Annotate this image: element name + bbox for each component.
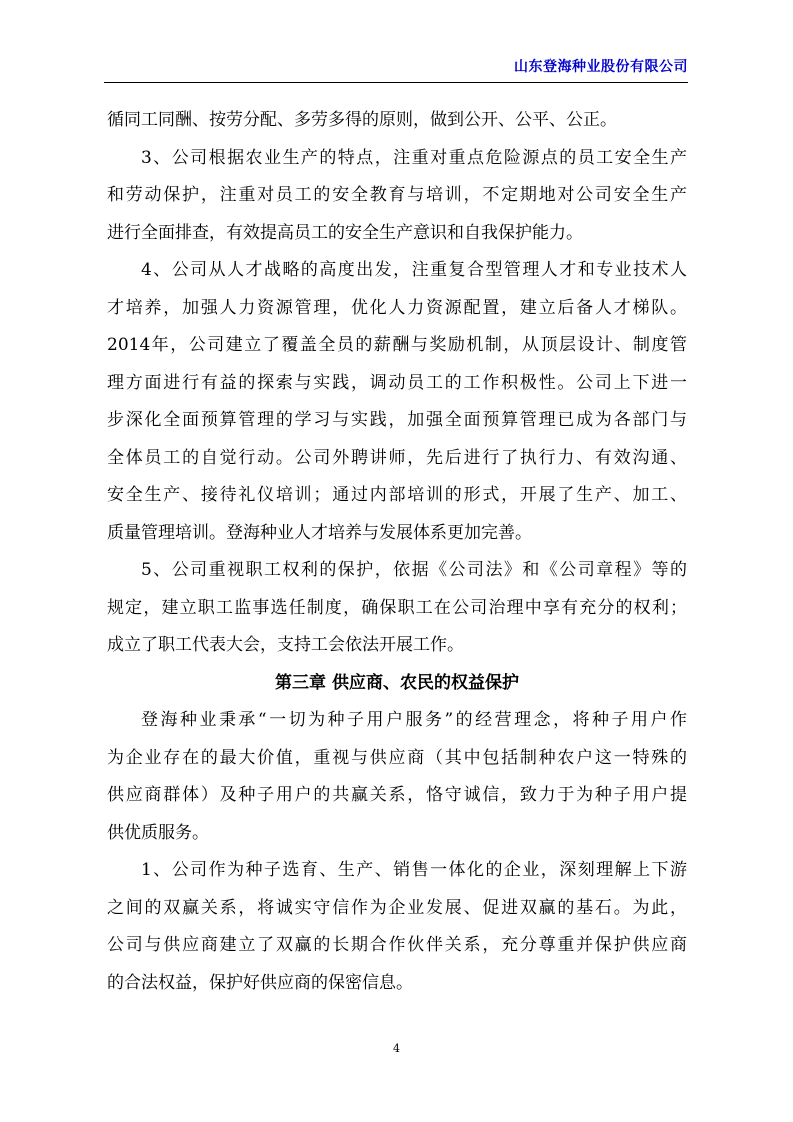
text-line: 步深化全面预算管理的学习与实践，加强全面预算管理已成为各部门与 bbox=[107, 410, 687, 430]
text-line: 公司与供应商建立了双赢的长期合作伙伴关系，充分尊重并保护供应商 bbox=[107, 935, 687, 955]
page-header bbox=[104, 52, 688, 83]
paragraph bbox=[107, 852, 687, 1002]
text-line: 5、公司重视职工权利的保护，依据《公司法》和《公司章程》等的 bbox=[141, 560, 687, 580]
text-line: 2014年，公司建立了覆盖全员的薪酬与奖励机制，从顶层设计、制度管 bbox=[107, 335, 687, 355]
header-company-name: 山东登海种业股份有限公司 bbox=[514, 59, 688, 75]
document-body bbox=[107, 102, 687, 1002]
chapter-heading: 第三章 供应商、农民的权益保护 bbox=[275, 672, 519, 693]
text-line: 之间的双赢关系，将诚实守信作为企业发展、促进双赢的基石。为此， bbox=[107, 897, 687, 918]
text-line: 的合法权益，保护好供应商的保密信息。 bbox=[107, 972, 413, 993]
text-line: 3、公司根据农业生产的特点，注重对重点危险源点的员工安全生产 bbox=[141, 147, 687, 168]
text-line: 供应商群体）及种子用户的共赢关系，恪守诚信，致力于为种子用户提 bbox=[107, 785, 687, 805]
text-line: 全体员工的自觉行动。公司外聘讲师，先后进行了执行力、有效沟通、 bbox=[107, 447, 687, 468]
text-line: 登海种业秉承“一切为种子用户服务”的经营理念，将种子用户作 bbox=[141, 710, 687, 730]
text-line: 进行全面排查，有效提高员工的安全生产意识和自我保护能力。 bbox=[107, 222, 583, 243]
paragraph bbox=[107, 702, 687, 852]
text-line: 循同工同酬、按劳分配、多劳多得的原则，做到公开、公平、公正。 bbox=[107, 110, 617, 130]
text-line: 理方面进行有益的探索与实践，调动员工的工作积极性。公司上下进一 bbox=[107, 372, 687, 393]
paragraph bbox=[107, 102, 687, 140]
text-line: 才培养，加强人力资源管理，优化人力资源配置，建立后备人才梯队。 bbox=[107, 297, 687, 318]
text-line: 4、公司从人才战略的高度出发，注重复合型管理人才和专业技术人 bbox=[141, 260, 687, 280]
paragraph bbox=[107, 552, 687, 665]
text-line: 安全生产、接待礼仪培训；通过内部培训的形式，开展了生产、加工、 bbox=[107, 485, 687, 505]
text-line: 规定，建立职工监事选任制度，确保职工在公司治理中享有充分的权利； bbox=[107, 597, 687, 618]
text-line: 1、公司作为种子选育、生产、销售一体化的企业，深刻理解上下游 bbox=[141, 860, 687, 880]
text-line: 成立了职工代表大会，支持工会依法开展工作。 bbox=[107, 635, 464, 655]
paragraph bbox=[107, 140, 687, 253]
text-line: 和劳动保护，注重对员工的安全教育与培训，不定期地对公司安全生产 bbox=[107, 185, 687, 205]
page-number: 4 bbox=[393, 1042, 400, 1055]
text-line: 质量管理培训。登海种业人才培养与发展体系更加完善。 bbox=[107, 522, 532, 543]
text-line: 供优质服务。 bbox=[107, 822, 209, 843]
paragraph bbox=[107, 252, 687, 552]
text-line: 为企业存在的最大价值，重视与供应商（其中包括制种农户这一特殊的 bbox=[107, 747, 687, 768]
